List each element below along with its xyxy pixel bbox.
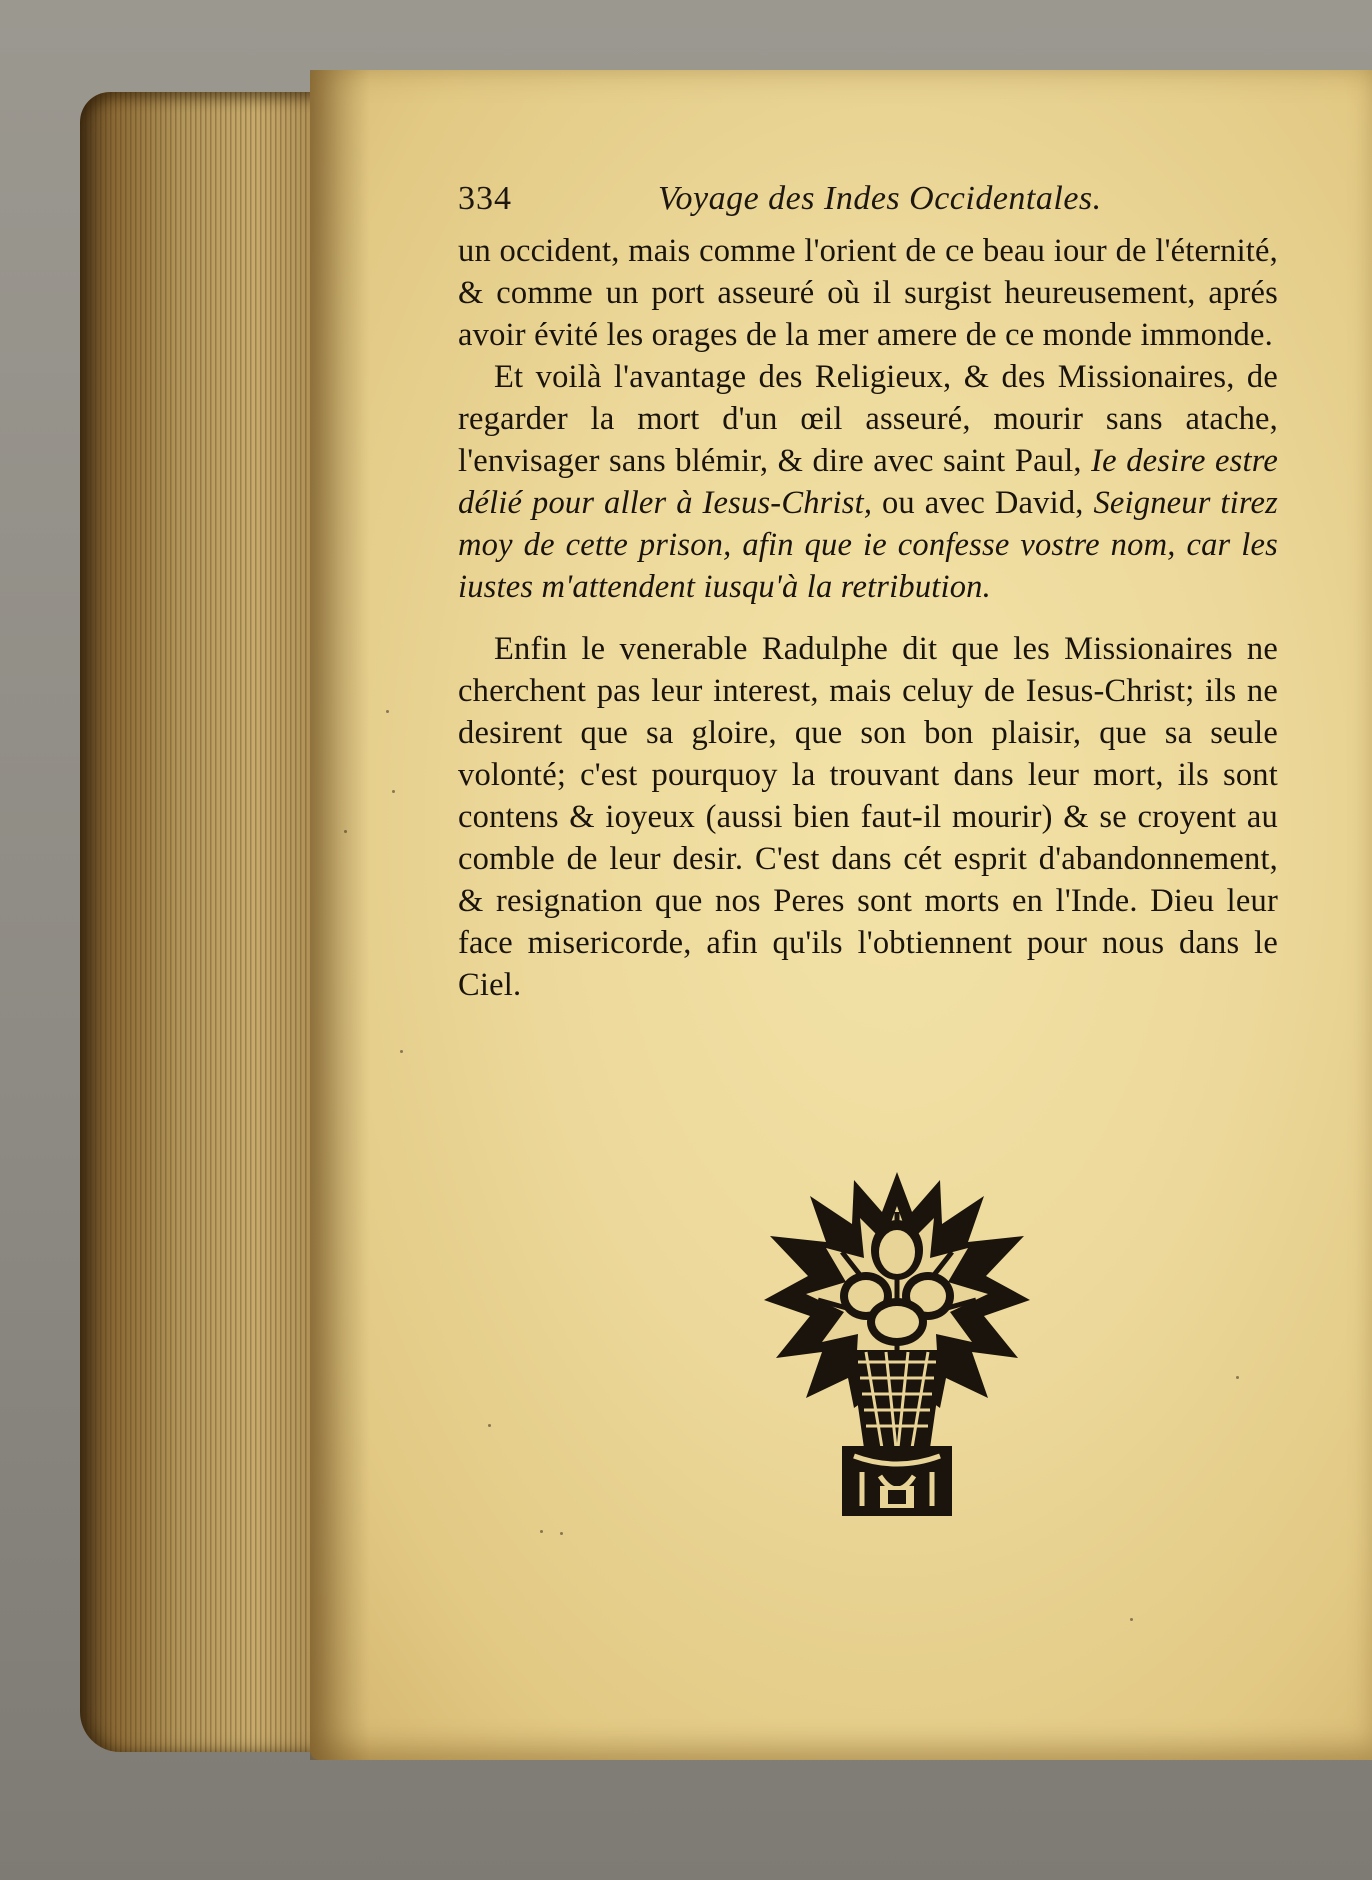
quote-saint-paul: Ie desire estre délié pour aller à Iesus-Christ, bbox=[458, 443, 1278, 521]
gutter-shadow bbox=[310, 70, 370, 1760]
paragraph-2-text-b: ou avec David, bbox=[872, 485, 1094, 521]
page-header bbox=[458, 180, 1138, 234]
page-number: 334 bbox=[458, 180, 512, 217]
paragraph-3-text: Enfin le venerable Radulphe dit que les Missionaires ne cherchent pas leur interest, mais celuy de Iesus-Christ; ils ne desirent que sa gloire, que son bon plaisir, que sa seule volonté; c'est pourquoy la trouvant dans leur mort, ils sont contens & ioyeux (aussi bien faut-il mourir) & se croyent au comble de leur desir. C'est dans cét esprit d'abandonnement, & resignation que nos Peres sont morts en l'Inde. Dieu leur face misericorde, afin qu'ils l'obtiennent pour nous dans le Ciel. bbox=[458, 631, 1278, 1003]
paragraph-3 bbox=[458, 628, 1278, 1006]
page-edges bbox=[80, 92, 330, 1752]
paragraph-1 bbox=[458, 230, 1278, 356]
flower-basket-woodcut-icon bbox=[762, 1172, 1032, 1520]
running-head: Voyage des Indes Occidentales. bbox=[658, 180, 1102, 217]
body-text bbox=[458, 230, 1278, 1006]
paragraph-2 bbox=[458, 356, 1278, 608]
paragraph-2-text-a: Et voilà l'avantage des Religieux, & des Missionaires, de regarder la mort d'un œil asseuré, mourir sans atache, l'envisager sans blémir, & dire avec saint Paul, bbox=[458, 359, 1278, 479]
paragraph-1-text: un occident, mais comme l'orient de ce beau iour de l'éternité, & comme un port asseuré où il surgist heureusement, aprés avoir évité les orages de la mer amere de ce monde immonde. bbox=[458, 233, 1278, 353]
quote-david: Seigneur tirez moy de cette prison, afin que ie confesse vostre nom, car les iustes m'attendent iusqu'à la retribution. bbox=[458, 485, 1278, 605]
